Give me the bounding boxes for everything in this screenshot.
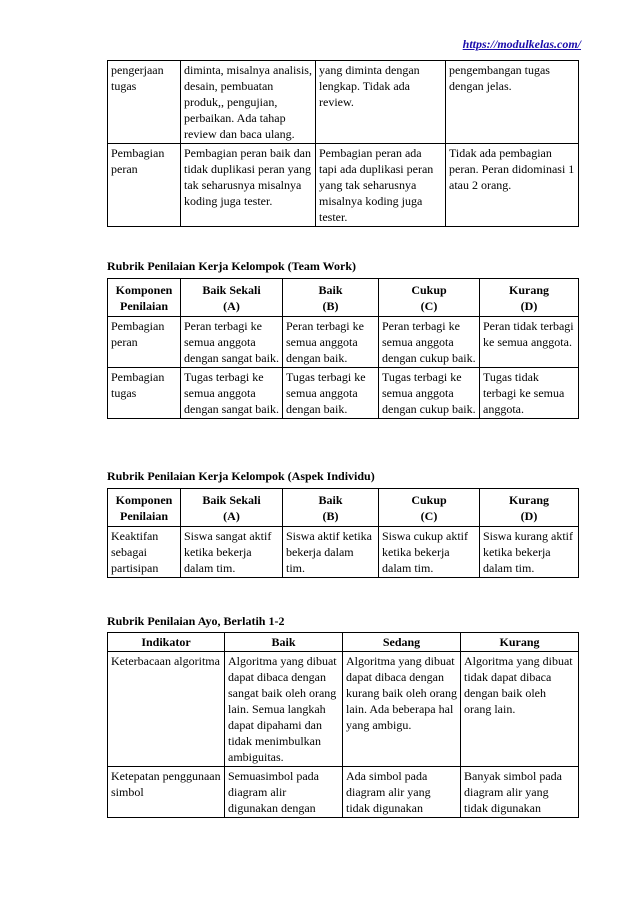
table-row bbox=[108, 317, 579, 368]
column-header: Baik (B) bbox=[283, 489, 379, 527]
table-cell: Algoritma yang dibuat tidak dapat dibaca dengan baik oleh orang lain. bbox=[461, 652, 579, 767]
rubric-table-continued bbox=[107, 60, 579, 227]
column-header: Kurang (D) bbox=[480, 489, 579, 527]
table-header-row bbox=[108, 633, 579, 652]
column-header: Komponen Penilaian bbox=[108, 279, 181, 317]
table-cell: Pembagian peran baik dan tidak duplikasi peran yang tak seharusnya misalnya koding juga tester. bbox=[181, 144, 316, 227]
section-title-individual: Rubrik Penilaian Kerja Kelompok (Aspek Individu) bbox=[107, 469, 375, 483]
table-cell: Tidak ada pembagian peran. Peran didominasi 1 atau 2 orang. bbox=[446, 144, 579, 227]
table-cell: Algoritma yang dibuat dapat dibaca dengan kurang baik oleh orang lain. Ada beberapa hal yang ambigu. bbox=[343, 652, 461, 767]
column-header: Indikator bbox=[108, 633, 225, 652]
section-title-team-work: Rubrik Penilaian Kerja Kelompok (Team Work) bbox=[107, 259, 357, 273]
table-header-row bbox=[108, 279, 579, 317]
table-cell: Pembagian peran bbox=[108, 144, 181, 227]
table-cell: Tugas terbagi ke semua anggota dengan cukup baik. bbox=[379, 368, 480, 419]
column-header: Kurang bbox=[461, 633, 579, 652]
table-cell: Pembagian peran bbox=[108, 317, 181, 368]
column-header: Baik bbox=[225, 633, 343, 652]
table-cell: Keaktifan sebagai partisipan bbox=[108, 527, 181, 578]
table-cell: Peran terbagi ke semua anggota dengan cukup baik. bbox=[379, 317, 480, 368]
table-cell: Ketepatan penggunaan simbol bbox=[108, 767, 225, 818]
column-header: Baik Sekali (A) bbox=[181, 489, 283, 527]
column-header: Baik (B) bbox=[283, 279, 379, 317]
table-cell: Siswa cukup aktif ketika bekerja dalam tim. bbox=[379, 527, 480, 578]
table-row bbox=[108, 767, 579, 818]
table-cell: Tugas terbagi ke semua anggota dengan sangat baik. bbox=[181, 368, 283, 419]
rubric-table-individual bbox=[107, 488, 579, 578]
table-cell: Tugas terbagi ke semua anggota dengan baik. bbox=[283, 368, 379, 419]
table-header-row bbox=[108, 489, 579, 527]
table-row bbox=[108, 61, 579, 144]
section-title-ayo-berlatih: Rubrik Penilaian Ayo, Berlatih 1-2 bbox=[107, 614, 285, 628]
column-header: Komponen Penilaian bbox=[108, 489, 181, 527]
table-cell: pengerjaan tugas bbox=[108, 61, 181, 144]
table-row bbox=[108, 144, 579, 227]
column-header: Sedang bbox=[343, 633, 461, 652]
table-cell: Ada simbol pada diagram alir yang tidak digunakan bbox=[343, 767, 461, 818]
table-cell: pengembangan tugas dengan jelas. bbox=[446, 61, 579, 144]
table-cell: Peran terbagi ke semua anggota dengan baik. bbox=[283, 317, 379, 368]
table-row bbox=[108, 527, 579, 578]
table-cell: Algoritma yang dibuat dapat dibaca dengan sangat baik oleh orang lain. Semua langkah dapat dipahami dan tidak menimbulkan ambiguitas. bbox=[225, 652, 343, 767]
table-cell: Pembagian tugas bbox=[108, 368, 181, 419]
rubric-table-team-work bbox=[107, 278, 579, 419]
table-cell: Pembagian peran ada tapi ada duplikasi peran yang tak seharusnya misalnya koding juga tester. bbox=[316, 144, 446, 227]
column-header: Baik Sekali (A) bbox=[181, 279, 283, 317]
table-row bbox=[108, 652, 579, 767]
header-url-link[interactable]: https://modulkelas.com/ bbox=[462, 37, 581, 51]
table-cell: Siswa aktif ketika bekerja dalam tim. bbox=[283, 527, 379, 578]
table-cell: Keterbacaan algoritma bbox=[108, 652, 225, 767]
table-cell: Semuasimbol pada diagram alir digunakan dengan bbox=[225, 767, 343, 818]
table-cell: Peran terbagi ke semua anggota dengan sangat baik. bbox=[181, 317, 283, 368]
table-cell: yang diminta dengan lengkap. Tidak ada review. bbox=[316, 61, 446, 144]
column-header: Cukup (C) bbox=[379, 489, 480, 527]
column-header: Kurang (D) bbox=[480, 279, 579, 317]
table-cell: Tugas tidak terbagi ke semua anggota. bbox=[480, 368, 579, 419]
table-cell: Peran tidak terbagi ke semua anggota. bbox=[480, 317, 579, 368]
table-cell: Banyak simbol pada diagram alir yang tidak digunakan bbox=[461, 767, 579, 818]
table-cell: Siswa kurang aktif ketika bekerja dalam tim. bbox=[480, 527, 579, 578]
table-cell: diminta, misalnya analisis, desain, pembuatan produk,, pengujian, perbaikan. Ada tahap review dan baca ulang. bbox=[181, 61, 316, 144]
column-header: Cukup (C) bbox=[379, 279, 480, 317]
table-row bbox=[108, 368, 579, 419]
table-cell: Siswa sangat aktif ketika bekerja dalam tim. bbox=[181, 527, 283, 578]
rubric-table-ayo-berlatih bbox=[107, 632, 579, 818]
